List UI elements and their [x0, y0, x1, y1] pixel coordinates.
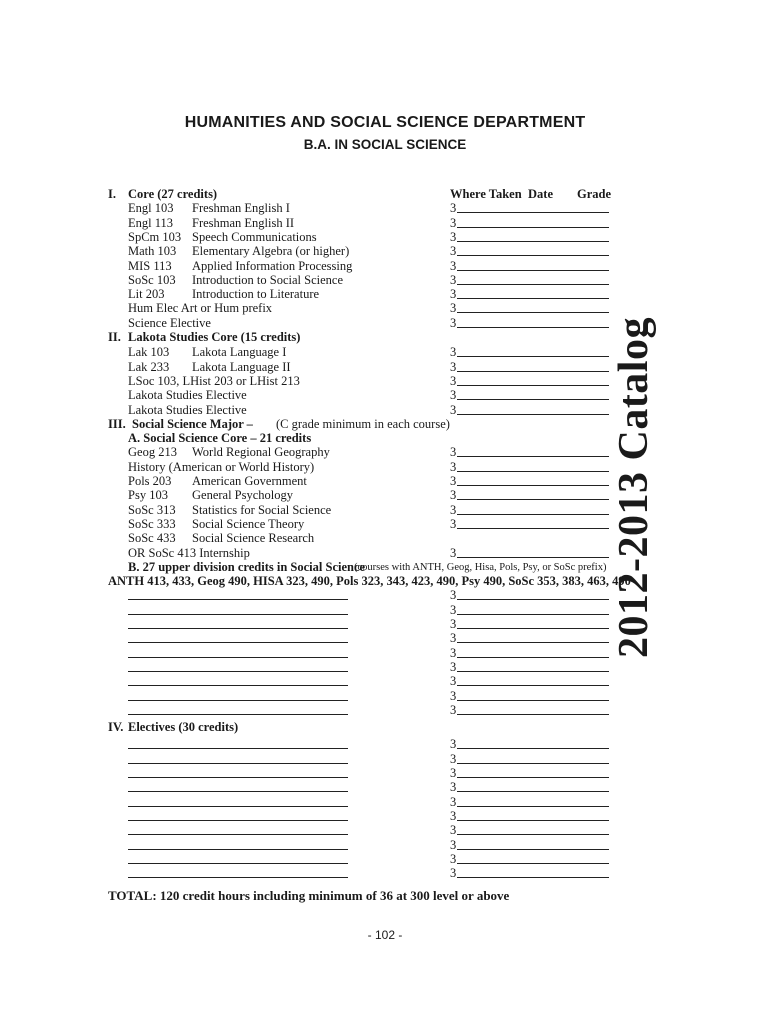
credit-value: 3 — [450, 488, 457, 503]
record-line[interactable] — [457, 849, 609, 850]
course-name: Hum Elec Art or Hum prefix — [128, 301, 273, 316]
credit-value: 3 — [450, 258, 457, 273]
elective-entry-line[interactable] — [128, 834, 348, 835]
elective-entry-line[interactable] — [128, 849, 348, 850]
course-name: Statistics for Social Science — [192, 502, 332, 517]
course-code: Pols 203 — [128, 474, 172, 488]
credit-value: 3 — [450, 659, 457, 674]
column-grade: Grade — [577, 187, 612, 201]
course-entry-line[interactable] — [128, 700, 348, 701]
course-code: Engl 103 — [128, 201, 174, 216]
course-entry-line[interactable] — [128, 671, 348, 672]
credit-value: 3 — [450, 808, 457, 823]
page-title: HUMANITIES AND SOCIAL SCIENCE DEPARTMENT — [184, 114, 586, 131]
elective-entry-line[interactable] — [128, 806, 348, 807]
record-line[interactable] — [457, 385, 609, 386]
total-credits: TOTAL: 120 credit hours including minimum of 36 at 300 level or above — [108, 888, 510, 903]
subsection-title: B. 27 upper division credits in Social Science — [128, 559, 366, 574]
record-line[interactable] — [457, 700, 609, 701]
credit-value: 3 — [450, 794, 457, 809]
record-line[interactable] — [457, 298, 609, 299]
course-entry-line[interactable] — [128, 714, 348, 715]
course-name: LSoc 103, LHist 203 or LHist 213 — [128, 373, 300, 388]
course-code: Lak 103 — [128, 345, 170, 360]
credit-value: 3 — [450, 272, 457, 287]
course-code: Lak 233 — [128, 359, 170, 374]
course-entry-line[interactable] — [128, 599, 348, 600]
credit-value: 3 — [450, 545, 457, 560]
credit-value: 3 — [450, 516, 457, 531]
course-name: Speech Communications — [192, 229, 317, 244]
record-line[interactable] — [457, 599, 609, 600]
record-line[interactable] — [457, 528, 609, 529]
record-line[interactable] — [457, 212, 609, 213]
record-line[interactable] — [457, 327, 609, 328]
subsection-note: (courses with ANTH, Geog, Hisa, Pols, Psy, or SoSc prefix) — [354, 561, 607, 573]
record-line[interactable] — [457, 628, 609, 629]
record-line[interactable] — [457, 877, 609, 878]
record-line[interactable] — [457, 748, 609, 749]
course-code: Psy 103 — [128, 488, 168, 503]
credit-value: 3 — [450, 688, 457, 703]
record-line[interactable] — [457, 471, 609, 472]
course-name: Introduction to Literature — [192, 287, 320, 302]
record-line[interactable] — [457, 227, 609, 228]
course-name: World Regional Geography — [192, 445, 330, 460]
course-name: History (American or World History) — [128, 459, 315, 474]
course-name: General Psychology — [192, 488, 294, 503]
credit-value: 3 — [450, 459, 457, 474]
credit-value: 3 — [450, 780, 457, 795]
record-line[interactable] — [457, 657, 609, 658]
course-name: Applied Information Processing — [192, 258, 353, 273]
credit-value: 3 — [450, 474, 457, 488]
page-number: - 102 - — [367, 928, 403, 942]
record-line[interactable] — [457, 514, 609, 515]
section-roman: I. — [108, 187, 116, 201]
record-line[interactable] — [457, 642, 609, 643]
record-line[interactable] — [457, 806, 609, 807]
elective-entry-line[interactable] — [128, 777, 348, 778]
credit-value: 3 — [450, 837, 457, 852]
course-name: Social Science Theory — [192, 516, 305, 531]
record-line[interactable] — [457, 863, 609, 864]
course-code: Engl 113 — [128, 215, 174, 230]
record-line[interactable] — [457, 312, 609, 313]
course-name: Introduction to Social Science — [192, 272, 344, 287]
credit-value: 3 — [450, 851, 457, 866]
credit-value: 3 — [450, 751, 457, 766]
course-code: SoSc 103 — [128, 272, 176, 287]
record-line[interactable] — [457, 791, 609, 792]
record-line[interactable] — [457, 614, 609, 615]
credit-value: 3 — [450, 823, 457, 838]
record-line[interactable] — [457, 241, 609, 242]
record-line[interactable] — [457, 685, 609, 686]
course-code: MIS 113 — [128, 258, 172, 273]
record-line[interactable] — [457, 499, 609, 500]
credit-value: 3 — [450, 766, 457, 780]
record-line[interactable] — [457, 456, 609, 457]
credit-value: 3 — [450, 702, 457, 717]
credit-value: 3 — [450, 244, 457, 259]
record-line[interactable] — [457, 356, 609, 357]
subsection-title: A. Social Science Core – 21 credits — [128, 431, 312, 446]
course-name: American Government — [192, 474, 307, 488]
credit-value: 3 — [450, 502, 457, 517]
course-code: SpCm 103 — [128, 229, 182, 244]
record-line[interactable] — [457, 557, 609, 558]
record-line[interactable] — [457, 714, 609, 715]
elective-entry-line[interactable] — [128, 820, 348, 821]
course-code: Math 103 — [128, 244, 177, 259]
credit-value: 3 — [450, 602, 457, 617]
credit-value: 3 — [450, 345, 457, 360]
section-roman: II. — [108, 330, 121, 344]
page-subtitle: B.A. IN SOCIAL SCIENCE — [303, 137, 467, 152]
section-roman: III. — [108, 416, 126, 431]
credit-value: 3 — [450, 674, 457, 689]
credit-value: 3 — [450, 287, 457, 302]
credit-value: 3 — [450, 373, 457, 388]
credit-value: 3 — [450, 229, 457, 244]
record-line[interactable] — [457, 414, 609, 415]
elective-entry-line[interactable] — [128, 863, 348, 864]
upper-division-course-list: ANTH 413, 433, Geog 490, HISA 323, 490, Pols 323, 343, 423, 490, Psy 490, SoSc 353, 383, 463, 490 — [108, 574, 631, 589]
section-title: Electives (30 credits) — [128, 720, 239, 735]
section-title: Social Science Major – — [132, 416, 253, 431]
record-line[interactable] — [457, 763, 609, 764]
elective-entry-line[interactable] — [128, 748, 348, 749]
catalog-year-label: 2012-2013 Catalog — [611, 317, 657, 658]
course-code: SoSc 333 — [128, 516, 176, 531]
credit-value: 3 — [450, 588, 457, 603]
record-line[interactable] — [457, 255, 609, 256]
column-where-taken: Where Taken — [450, 187, 522, 201]
credit-value: 3 — [450, 388, 457, 403]
credit-value: 3 — [450, 215, 457, 230]
credit-value: 3 — [450, 201, 457, 216]
course-name: Lakota Language I — [192, 345, 287, 360]
course-entry-line[interactable] — [128, 657, 348, 658]
credit-value: 3 — [450, 301, 457, 316]
elective-entry-line[interactable] — [128, 791, 348, 792]
course-name: Elementary Algebra (or higher) — [192, 244, 350, 259]
credit-value: 3 — [450, 737, 457, 752]
course-entry-line[interactable] — [128, 614, 348, 615]
course-code: SoSc 313 — [128, 502, 176, 517]
course-code: Lit 203 — [128, 287, 165, 302]
course-name: Freshman English II — [192, 215, 295, 230]
course-entry-line[interactable] — [128, 642, 348, 643]
course-name: Social Science Research — [192, 531, 315, 546]
course-entry-line[interactable] — [128, 628, 348, 629]
course-name: Science Elective — [128, 315, 211, 330]
credit-value: 3 — [450, 402, 457, 417]
credit-value: 3 — [450, 866, 457, 881]
course-code: Geog 213 — [128, 445, 177, 460]
record-line[interactable] — [457, 399, 609, 400]
credit-value: 3 — [450, 645, 457, 660]
course-entry-line[interactable] — [128, 685, 348, 686]
record-line[interactable] — [457, 485, 609, 486]
credit-value: 3 — [450, 631, 457, 646]
course-name: Freshman English I — [192, 201, 290, 216]
record-line[interactable] — [457, 270, 609, 271]
credit-value: 3 — [450, 445, 457, 460]
section-title: Lakota Studies Core (15 credits) — [128, 330, 301, 344]
elective-entry-line[interactable] — [128, 763, 348, 764]
section-note: (C grade minimum in each course) — [276, 416, 450, 431]
credit-value: 3 — [450, 617, 457, 631]
course-name: Lakota Studies Elective — [128, 388, 247, 403]
record-line[interactable] — [457, 371, 609, 372]
section-title: Core (27 credits) — [128, 187, 218, 201]
credit-value: 3 — [450, 315, 457, 330]
course-name: OR SoSc 413 Internship — [128, 545, 250, 560]
course-name: Lakota Language II — [192, 359, 291, 374]
section-roman: IV. — [108, 720, 124, 735]
column-date: Date — [528, 187, 553, 201]
record-line[interactable] — [457, 834, 609, 835]
record-line[interactable] — [457, 820, 609, 821]
course-name: Lakota Studies Elective — [128, 402, 247, 417]
elective-entry-line[interactable] — [128, 877, 348, 878]
course-code: SoSc 433 — [128, 531, 176, 546]
record-line[interactable] — [457, 777, 609, 778]
credit-value: 3 — [450, 359, 457, 374]
record-line[interactable] — [457, 284, 609, 285]
record-line[interactable] — [457, 671, 609, 672]
